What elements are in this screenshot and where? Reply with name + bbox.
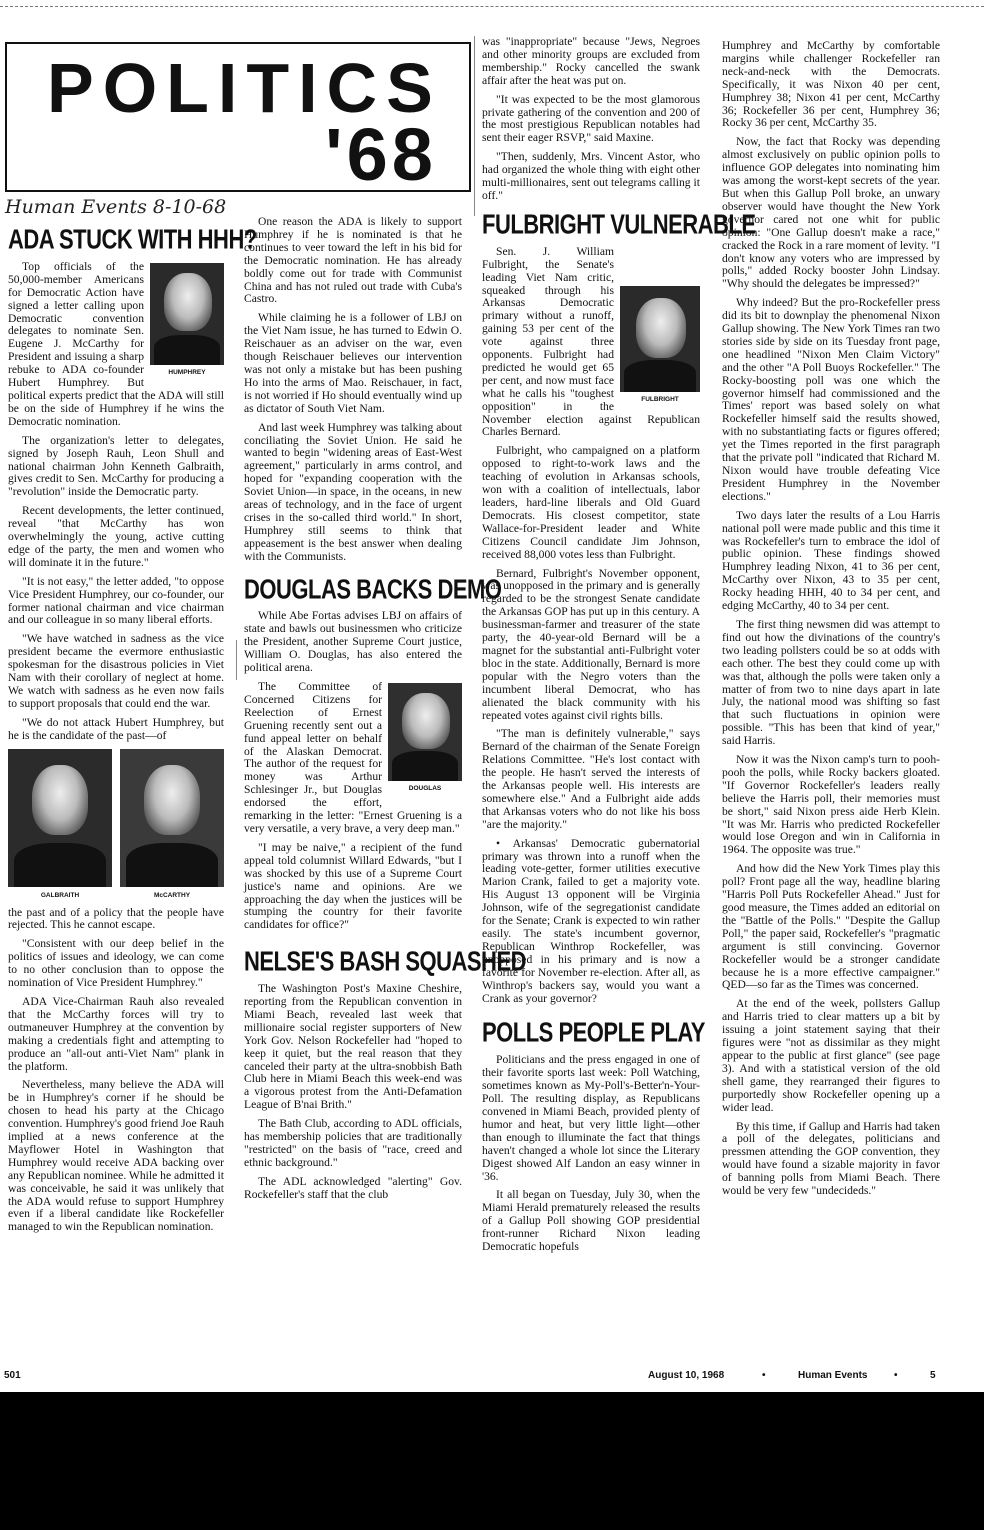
headline-nelse: NELSE'S BASH SQUASHED <box>244 945 526 977</box>
col2-paragraph-3: And last week Humphrey was talking about conciliating the Soviet Union. He said he wanted to begin "widening areas of East-West agreement," particularly in arms control, and hoped for "expanding cooperation with the Soviet Union—in space, in the oceans, in new areas of technology, and in the face of urgent crises in the so-called third world." In short, Humphrey still seems to think that appeasement is the best answer when dealing with the Communists. <box>244 420 462 563</box>
nelse-paragraph-3: The ADL acknowledged "alerting" Gov. Rockefeller's staff that the club <box>244 1174 462 1201</box>
photo-pair <box>8 749 224 903</box>
polls-paragraph-7: The first thing newsmen did was attempt to find out how the divinations of the country's two leading pollsters could be so at odds with each other. The best they could come up with was that, although the polls were taken only a matter of from two to nine days apart in late July, the national mood was shifting so fast that such fluctuations in opinion were possible. "This has been that kind of year," said Harris. <box>722 617 940 748</box>
footer-date: August 10, 1968 <box>648 1370 725 1381</box>
footer-bullet: • <box>894 1370 898 1381</box>
fulbright-paragraph-3: Bernard, Fulbright's November opponent, was unopposed in the primary and is generally regarded to be the strongest Senate candidate the Arkansas GOP has put up in this century. A businessman-farmer and treasurer of the state party, the 40-year-old Bernard will be a magnet for the substantial anti-Fulbright voter bloc in the state. Additionally, Bernard is more popular with the Negro voters than the incumbent liberal Democrat, who has alienated the black community with his repeated votes against civil rights bills. <box>482 566 700 722</box>
ada-paragraph-3: Recent developments, the letter continued, reveal "that McCarthy has won overwhelmingly the young, active cutting edge of the party, the men and women who will dominate it in the future." <box>8 504 224 569</box>
ada-paragraph-9: ADA Vice-Chairman Rauh also revealed that the McCarthy forces will try to outmaneuver Humphrey at the convention by making a credentials fight and attempting to produce an "all-out anti-Viet Nam" plank in the platform. <box>8 994 224 1073</box>
ada-paragraph-6: "We do not attack Hubert Humphrey, but he is the candidate of the past—of <box>8 715 224 742</box>
polls-paragraph-3: Humphrey and McCarthy by comfortable margins while challenger Rockefeller ran neck-and-neck with the Democrats. Specifically, it was Nixon 40 per cent, Humphrey 38; Nixon 41 per cent, McCarthy 36; Rockefeller 36 per cent, Humphrey 36; Rocky 36 per cent, McCarthy 35. <box>722 39 940 130</box>
nelse-paragraph-4: was "inappropriate" because "Jews, Negroes and other minority groups are excluded from membership." Rocky cancelled the swank affair after the heat was put on. <box>482 35 700 87</box>
column-rule <box>474 36 475 216</box>
polls-paragraph-10: At the end of the week, pollsters Gallup and Harris tried to clear matters up a bit by issuing a joint statement saying that their figures were "not as dissimilar as they might appear to the public at first glance" (see page 3). And with a statistical version of the old shell game, they rearranged their figures to purportedly show Rockefeller opening up a wider lead. <box>722 997 940 1114</box>
caption-douglas: DOUGLAS <box>408 785 442 792</box>
footer-page-number: 5 <box>930 1370 936 1381</box>
polls-paragraph-2: It all began on Tuesday, July 30, when the Miami Herald prematurely released the results of a Gallup Poll showing GOP presidential front-runner Richard Nixon leading Democratic hopefuls <box>482 1188 700 1254</box>
scan-black-border <box>0 1392 984 1530</box>
footer-bullet: • <box>762 1370 766 1381</box>
handwritten-note: Human Events 8-10-68 <box>5 196 227 218</box>
nelse-paragraph-2: The Bath Club, according to ADL officials, has membership policies that are traditionally "restricted" on the basis of "race, creed and ethnic background." <box>244 1117 462 1169</box>
photo-mccarthy <box>120 749 224 903</box>
column-3 <box>482 35 756 1260</box>
photo-galbraith <box>8 749 112 903</box>
ada-paragraph-5: "We have watched in sadness as the vice president became the evermore enthusiastic spokesman for the disastrous policies in Viet Nam with their corollary of neglect at home. We watch with sadness as he even now fails to support proposals that could end the war. <box>8 632 224 710</box>
ada-paragraph-4: "It is not easy," the letter added, "to oppose Vice President Humphrey, our co-founder, our former national chairman and vice chairman and our colleague in so many liberal efforts. <box>8 574 224 627</box>
footer-publication: Human Events <box>798 1370 868 1381</box>
caption-fulbright: FULBRIGHT <box>641 395 679 403</box>
polls-paragraph-8: Now it was the Nixon camp's turn to pooh-pooh the polls, while Rocky backers gloated. "If Governor Rockefeller's leaders really believe the Harris poll, their memories must be short," said Nixon press aide Herb Klein. "It was Mr. Harris who predicted Rockefeller would lose Oregon and win in California in 1964. The opposite was true." <box>722 753 940 857</box>
logo-line-68: '68 <box>325 113 437 196</box>
caption-humphrey: HUMPHREY <box>168 368 206 376</box>
douglas-paragraph-2: The Committee of Concerned Citizens for Reelection of Ernest Gruening recently sent out a fund appeal letter on behalf of the Alaskan Democrat. The author of the request for money was Arthur Schlesinger Jr., but Douglas endorsed the effort, remarking in the letter: "Ernest Gruening is a very versatile, a very brave, a very deep man." <box>244 680 462 835</box>
polls-paragraph-9: And how did the New York Times play this poll? Front page all the way, headline blaring "Harris Poll Puts Rockefeller Ahead." Just for good measure, the Times added an editorial on the "Battle of the Polls." "Despite the Gallup Poll," the paper said, Rockefeller's "pragmatic argument is still convincing. Governor Rockefeller would be a stronger candidate because he is a more effective campaigner." QED—so far as the Times was concerned. <box>722 862 940 992</box>
headline-douglas: DOUGLAS BACKS DEMO <box>244 572 502 605</box>
douglas-paragraph-1: While Abe Fortas advises LBJ on affairs of state and bawls out businessmen who criticize the President, another Supreme Court justice, William O. Douglas, has also entered the political arena. <box>244 609 462 675</box>
ada-paragraph-2: The organization's letter to delegates, signed by Joseph Rauh, Leon Shull and national chairman John Kenneth Galbraith, gives credit to Sen. McCarthy for producing a "revolution" inside the Democratic party. <box>8 433 224 499</box>
nelse-paragraph-6: "Then, suddenly, Mrs. Vincent Astor, who had organized the whole thing with eight other multi-millionaires, sent out telegrams calling it off." <box>482 150 700 202</box>
col2-paragraph-1: One reason the ADA is likely to support Humphrey if he is nominated is that he continues to veer toward the left in his bid for the Democratic nomination. He has already boldly come out for trade with Communist China and has not ruled out trade with Cuba's Castro. <box>244 215 462 306</box>
ada-paragraph-1: Top officials of the 50,000-member Americans for Democratic Action have signed a letter calling upon Democratic convention delegates to nominate Sen. Eugene J. McCarthy for President and issuing a sharp rebuke to ADA co-founder Hubert Humphrey. But political experts predict that the ADA will still be on the side of Humphrey if he wins the Democratic nomination. <box>8 259 224 428</box>
polls-paragraph-5: Why indeed? But the pro-Rockefeller press did its bit to downplay the phenomenal Nixon Gallup showing. The New York Times ran two stories side by side on its Tuesday front page, one headlined "Nixon Men Claim Victory" and the other "A Poll Buoys Rockefeller." The Rocky-boosting poll was one which the governor himself had commissioned and the Times' report was based solely on what Rockefeller himself said the results showed, with no substantiating facts or figures offered; yet the Times reported in the first paragraph that the private poll "indicated that Richard M. Nixon would have trouble defeating Vice President Humphrey in the November elections." <box>722 296 940 503</box>
polls-paragraph-4: Now, the fact that Rocky was depending almost exclusively on public opinion polls to influence GOP delegates into nominating him was among the worst-kept secrets of the year. But when this Gallup Poll broke, an unwary observer would have thought the New York governor cared not one whit for public opinion: "One Gallup doesn't make a race," cracked the Rock in a rare moment of levity. "I don't know any voters who are impressed by polls," added Rocky booster John Lindsay. "Why should the delegates be impressed?" <box>722 135 940 291</box>
nelse-paragraph-5: "It was expected to be the most glamorous private gathering of the convention and 200 of the most prestigious Republican notables had sent their eager RSVP," said Maxine. <box>482 92 700 145</box>
logo-line-politics: POLITICS <box>47 49 442 127</box>
column-4 <box>722 40 940 1204</box>
douglas-paragraph-3: "I may be naive," a recipient of the fund appeal told columnist Willard Edwards, "but I was shocked by this use of a Supreme Court justice's name and opinions. Are we approaching the day when the justices will be stumping the country for their favorite candidates for office?" <box>244 840 462 932</box>
photo-fulbright <box>620 286 700 407</box>
politics-68-logo <box>5 42 471 196</box>
photo-humphrey <box>150 263 224 380</box>
headline-ada: ADA STUCK WITH HHH? <box>8 223 257 255</box>
ada-paragraph-7: the past and of a policy that the people have rejected. This he cannot escape. <box>8 905 224 932</box>
nelse-paragraph-1: The Washington Post's Maxine Cheshire, reporting from the Republican convention in Miami Beach, revealed last week that millionaire social register supporters of New York Gov. Nelson Rockefeller had "hoped to keep it quiet, but the real reason that they canceled their party at the ultra-snobbish Bath Club here in Miami Beach this week-end was a vigorous protest from the Anti-Defamation League of B'nai Brith." <box>244 982 462 1112</box>
column-rule <box>236 640 237 680</box>
footer-page-code: 501 <box>4 1370 21 1381</box>
fulbright-paragraph-1: Sen. J. William Fulbright, the Senate's leading Viet Nam critic, squeaked through his Arkansas Democratic primary without a runoff, gaining 53 per cent of the vote against three opponents. Fulbright had predicted he would get 65 per cent, and now must face what he calls his "toughest opposition" in the November election against Republican Charles Bernard. <box>482 244 700 439</box>
top-dashed-rule <box>0 6 984 7</box>
column-2 <box>244 215 526 1208</box>
headline-fulbright: FULBRIGHT VULNERABLE <box>482 208 756 240</box>
column-1 <box>8 223 257 1240</box>
polls-paragraph-6: Two days later the results of a Lou Harris national poll were made public and this time it was Rockefeller's turn to embrace the idol of public opinion. These findings showed Humphrey leading Nixon, 41 to 36 per cent, McCarthy over Nixon, 43 to 35 per cent, Rocky heading HHH, 40 to 34 per cent, and edging McCarthy, 40 to 34 per cent. <box>722 508 940 613</box>
polls-paragraph-11: By this time, if Gallup and Harris had taken a poll of the delegates, politicians and pressmen attending the GOP convention, they would have found a sizable majority in favor of banning polls from Miami Beach. There would be very few "undecideds." <box>722 1119 940 1198</box>
polls-paragraph-1: Politicians and the press engaged in one of their favorite sports last week: Poll Watching, sometimes known as My-Poll's-Better'n-Your-Poll. The resulting display, as Republicans convened in Miami Beach, provided plenty of humor and heat, but very little light—other than enough to illuminate the fact that things haven't changed a whole lot since the Literary Digest showed Alf Landon an easy winner in '36. <box>482 1053 700 1183</box>
ada-paragraph-8: "Consistent with our deep belief in the politics of issues and ideology, we can come to no other conclusion than to oppose the nomination of Vice President Humphrey." <box>8 937 224 990</box>
ada-paragraph-10: Nevertheless, many believe the ADA will be in Humphrey's corner if he should be chosen to head his party at the Chicago convention. Humphrey's good friend Joe Rauh implied at a news conference at the Mayflower Hotel in Washington that Humphrey would receive ADA backing over any Republican nominee. While he admitted it was conceivable, he said it was unlikely that the ADA would refuse to support Humphrey even if a liberal candidate like Rockefeller managed to win the Republican nomination. <box>8 1078 224 1234</box>
fulbright-paragraph-4: "The man is definitely vulnerable," says Bernard of the chairman of the Senate Foreign Relations Committee. "He's lost contact with the people. He hasn't served the interests of the Arkansas people well. His interests are somewhere else." And a Fulbright aide adds that Arkansas voters who do not like his boss "are the majority." <box>482 727 700 831</box>
headline-polls: POLLS PEOPLE PLAY <box>482 1016 705 1048</box>
caption-mccarthy: McCARTHY <box>153 891 191 899</box>
photo-douglas <box>388 683 462 796</box>
col2-paragraph-2: While claiming he is a follower of LBJ on the Viet Nam issue, he has turned to Edwin O. Reischauer as an adviser on the war, even though Reischauer believes our intervention was not only a mistake but has been pushing Ho into the arms of Mao. Reischauer, in fact, is not worried if Ho should eventually wind up as dictator of South Viet Nam. <box>244 311 462 415</box>
caption-galbraith: GALBRAITH <box>40 891 80 899</box>
fulbright-paragraph-5: • Arkansas' Democratic gubernatorial primary was thrown into a runoff when the leading vote-getter, former utilities executive Marion Crank, failed to get a majority vote. His August 13 opponent will be Virginia Johnson, wife of the segregationist candidate for the Senate; Crank is expected to win rather easily. The state's incumbent governor, Republican Winthrop Rockefeller, was unopposed in his primary and is now a favorite for November re-election. After all, as Winthrop's backers say, would you want a Crank as your governor? <box>482 836 700 1005</box>
fulbright-paragraph-2: Fulbright, who campaigned on a platform opposed to right-to-work laws and the teaching of evolution in Arkansas schools, won with a coalition of intellectuals, labor leaders, hard-line liberals and Old Guard Democrats. His closest competitor, state Wallace-for-President leader and White Citizens Council candidate Jim Johnson, received 88,000 votes less than Fulbright. <box>482 444 700 561</box>
